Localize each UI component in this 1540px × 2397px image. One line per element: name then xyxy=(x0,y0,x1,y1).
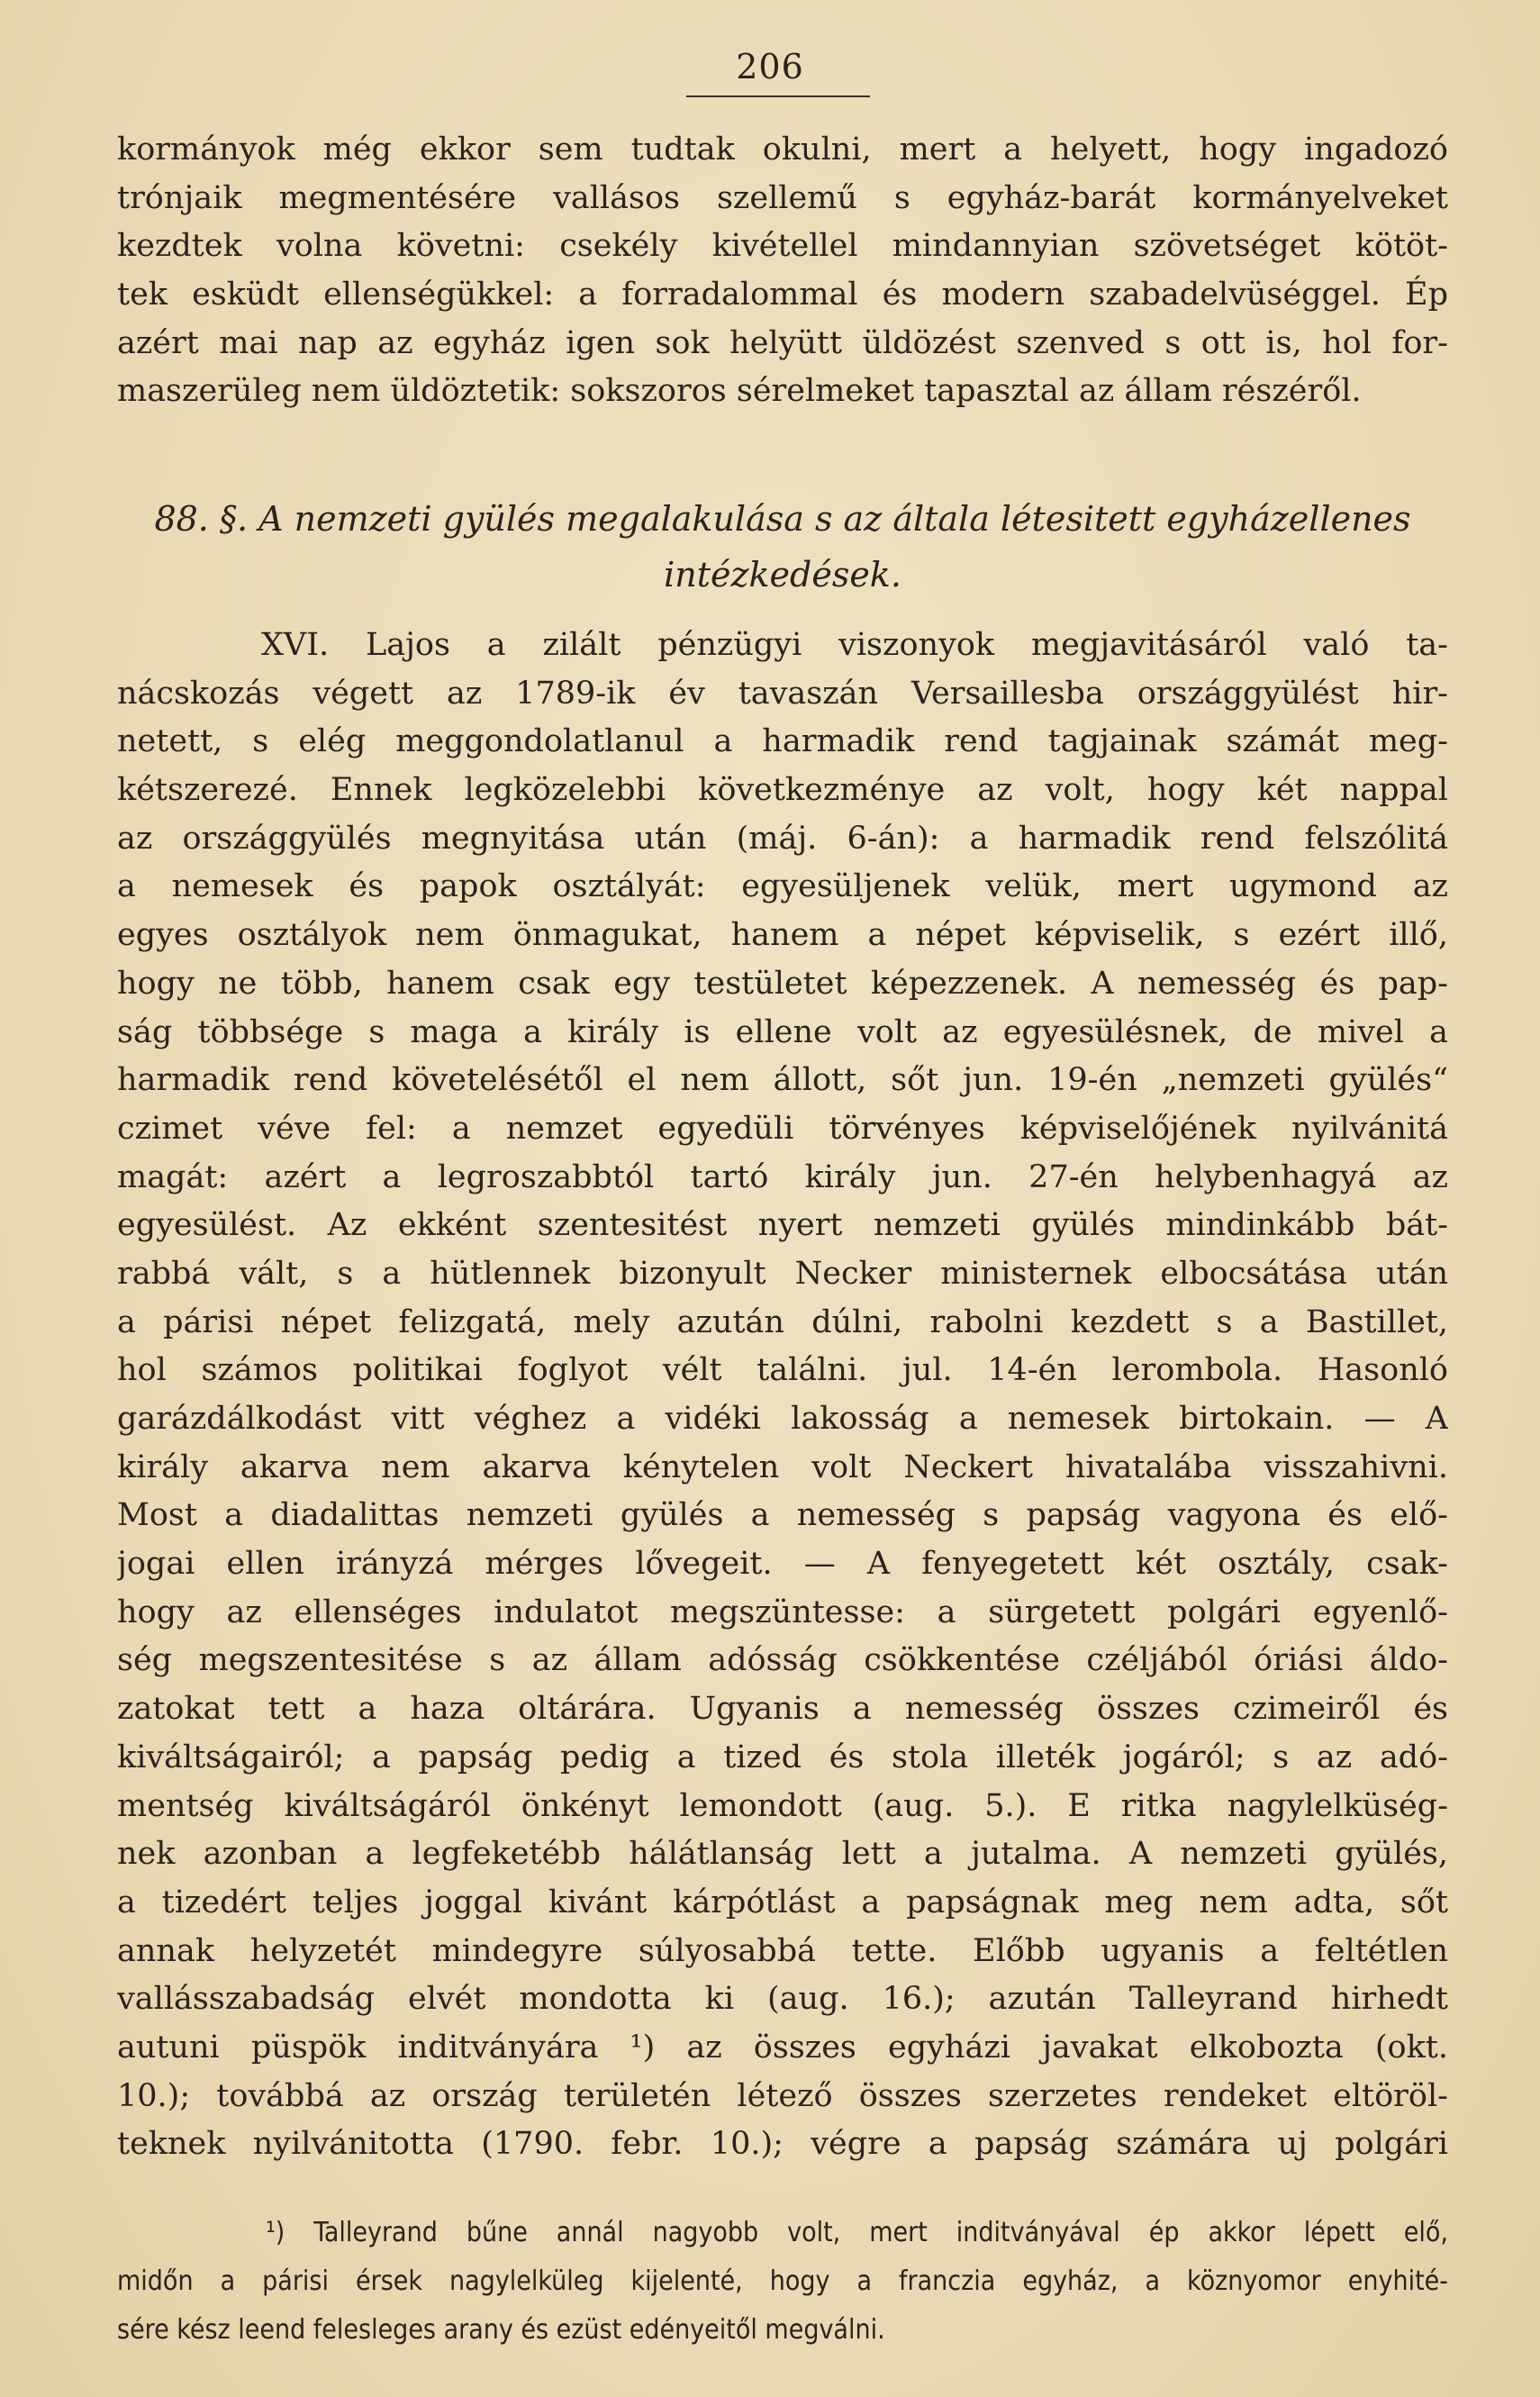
text-line: tek esküdt ellenségükkel: a forradalommal és modern szabadelvüséggel. Ép xyxy=(117,277,1448,313)
text-line: annak helyzetét mindegyre súlyosabbá tette. Előbb ugyanis a feltétlen xyxy=(117,1932,1448,1969)
section-heading xyxy=(117,491,1448,603)
text-line: trónjaik megmentésére vallásos szellemű s egyház-barát kormányelveket xyxy=(117,179,1448,216)
text-line: hol számos politikai foglyot vélt találni. jul. 14-én lerombola. Hasonló xyxy=(117,1352,1448,1389)
page-number-rule xyxy=(686,95,870,97)
section-heading-line: 88. §. A nemzeti gyülés megalakulása s az általa létesitett egyházellenes xyxy=(154,499,1411,539)
text-line: XVI. Lajos a zilált pénzügyi viszonyok megjavitásáról való ta- xyxy=(261,627,1448,663)
text-line: kormányok még ekkor sem tudtak okulni, mert a helyett, hogy ingadozó xyxy=(117,132,1448,168)
body-paragraph xyxy=(117,622,1448,2169)
text-line: a tizedért teljes joggal kivánt kárpótlást a papságnak meg nem adta, sőt xyxy=(117,1884,1448,1920)
text-line: hogy az ellenséges indulatot megszüntesse: a sürgetett polgári egyenlő- xyxy=(117,1593,1448,1630)
text-line: nácskozás végett az 1789-ik év tavaszán Versaillesba országgyülést hir- xyxy=(117,675,1448,712)
footnote-line: ¹) Talleyrand bűne annál nagyobb volt, mert inditványával ép akkor lépett elő, xyxy=(266,2217,1448,2248)
text-line: mentség kiváltságáról önkényt lemondott (aug. 5.). E ritka nagylelküség- xyxy=(117,1787,1448,1824)
text-line: nek azonban a legfeketébb hálátlanság lett a jutalma. A nemzeti gyülés, xyxy=(117,1836,1448,1873)
text-line: hogy ne több, hanem csak egy testületet képezzenek. A nemesség és pap- xyxy=(117,965,1448,1002)
text-line: egyesülést. Az ekként szentesitést nyert nemzeti gyülés mindinkább bát- xyxy=(117,1207,1448,1244)
intro-paragraph xyxy=(117,126,1448,416)
text-line: harmadik rend követelésétől el nem állott, sőt jun. 19-én „nemzeti gyülés“ xyxy=(117,1062,1448,1099)
text-line: netett, s elég meggondolatlanul a harmadik rend tagjainak számát meg- xyxy=(117,723,1448,760)
text-line: maszerüleg nem üldöztetik: sokszoros sérelmeket tapasztal az állam részéről. xyxy=(117,373,1362,410)
footnote xyxy=(117,2209,1448,2355)
text-line: autuni püspök inditványára ¹) az összes egyházi javakat elkobozta (okt. xyxy=(117,2029,1448,2066)
text-line: Most a diadalittas nemzeti gyülés a nemesség s papság vagyona és elő- xyxy=(117,1497,1448,1534)
text-line: garázdálkodást vitt véghez a vidéki lakosság a nemesek birtokain. — A xyxy=(117,1401,1448,1437)
text-line: 10.); továbbá az ország területén létező összes szerzetes rendeket eltöröl- xyxy=(117,2077,1448,2114)
text-line: ség megszentesitése s az állam adósság csökkentése czéljából óriási áldo- xyxy=(117,1642,1448,1679)
text-line: a párisi népet felizgatá, mely azután dúlni, rabolni kezdett s a Bastillet, xyxy=(117,1303,1448,1340)
text-line: az országgyülés megnyitása után (máj. 6-án): a harmadik rend felszólitá xyxy=(117,820,1448,857)
text-line: egyes osztályok nem önmagukat, hanem a népet képviselik, s ezért illő, xyxy=(117,917,1448,954)
text-line: kétszerezé. Ennek legközelebbi következménye az volt, hogy két nappal xyxy=(117,772,1448,809)
text-line: azért mai nap az egyház igen sok helyütt üldözést szenved s ott is, hol for- xyxy=(117,324,1448,361)
text-line: vallásszabadság elvét mondotta ki (aug. 16.); azután Talleyrand hirhedt xyxy=(117,1981,1448,2018)
text-line: teknek nyilvánitotta (1790. febr. 10.); végre a papság számára uj polgári xyxy=(117,2126,1448,2163)
text-line: jogai ellen irányzá mérges lővegeit. — A fenyegetett két osztály, csak- xyxy=(117,1546,1448,1583)
text-line: a nemesek és papok osztályát: egyesüljenek velük, mert ugymond az xyxy=(117,868,1448,905)
text-line: czimet véve fel: a nemzet egyedüli törvényes képviselőjének nyilvánitá xyxy=(117,1110,1448,1147)
text-line: kezdtek volna követni: csekély kivétellel mindannyian szövetséget kötöt- xyxy=(117,228,1448,265)
text-line: ság többsége s maga a király is ellene volt az egyesülésnek, de mivel a xyxy=(117,1013,1448,1050)
page-number: 206 xyxy=(736,47,804,86)
text-line: zatokat tett a haza oltárára. Ugyanis a nemesség összes czimeiről és xyxy=(117,1691,1448,1728)
text-line: kiváltságairól; a papság pedig a tized és stola illeték jogáról; s az adó- xyxy=(117,1739,1448,1775)
text-line: magát: azért a legroszabbtól tartó király jun. 27-én helybenhagyá az xyxy=(117,1158,1448,1195)
text-line: rabbá vált, s a hütlennek bizonyult Necker ministernek elbocsátása után xyxy=(117,1255,1448,1292)
section-heading-line: intézkedések. xyxy=(664,555,901,595)
footnote-line: midőn a párisi érsek nagylelküleg kijelenté, hogy a franczia egyház, a köznyomor enyhité- xyxy=(117,2265,1448,2297)
text-line: király akarva nem akarva kénytelen volt Neckert hivatalába visszahivni. xyxy=(117,1448,1448,1485)
footnote-line: sére kész leend felesleges arany és ezüst edényeitől megválni. xyxy=(117,2314,885,2346)
